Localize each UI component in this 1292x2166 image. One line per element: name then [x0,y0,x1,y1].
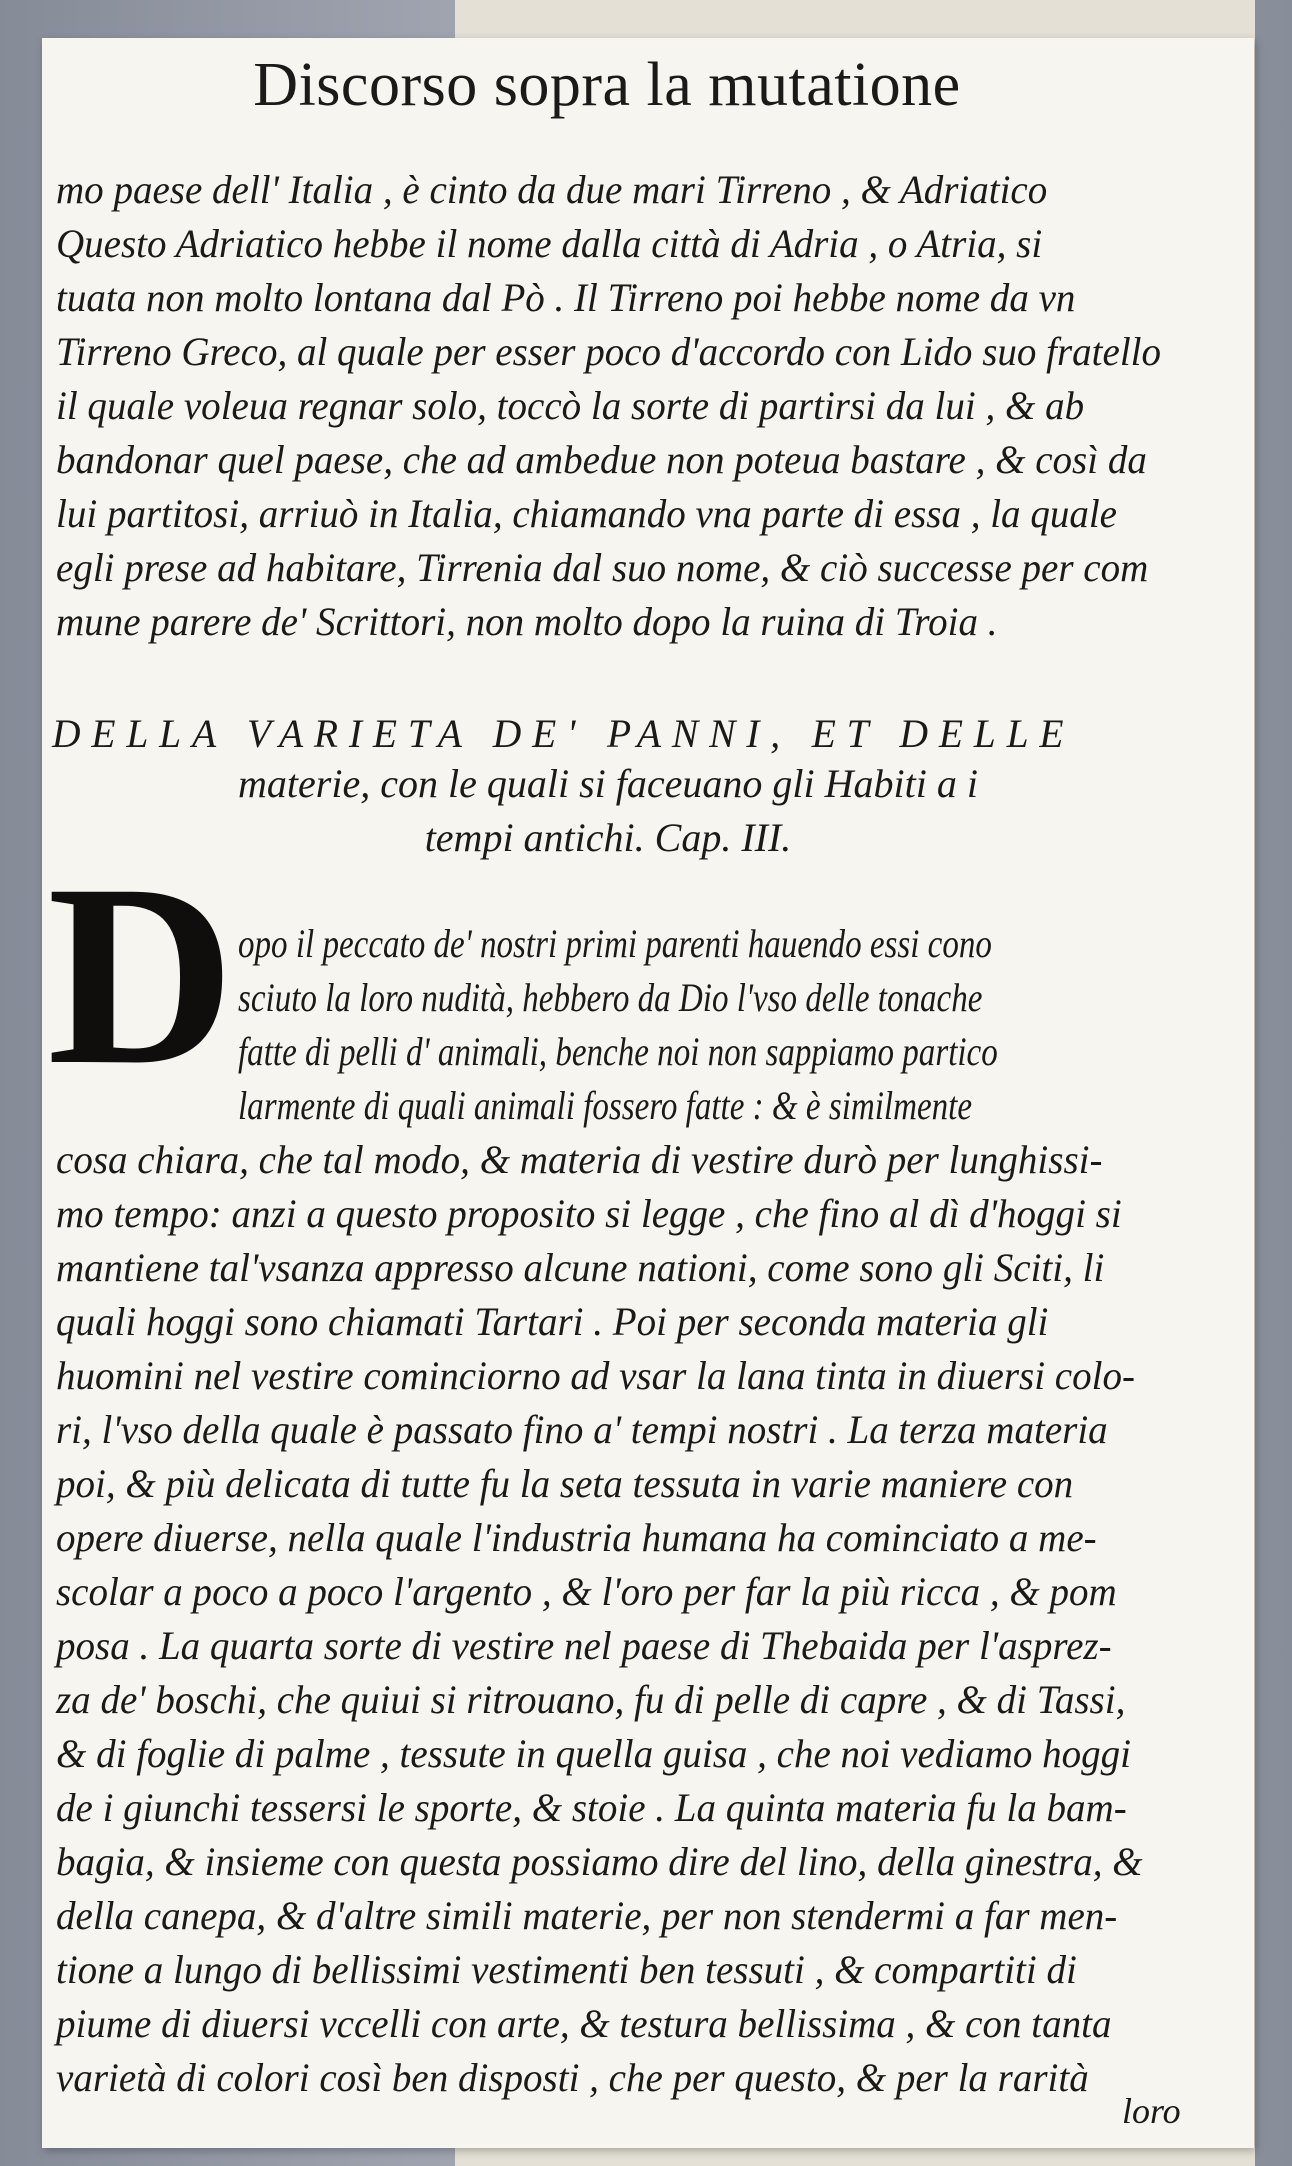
text-line: quali hoggi sono chiamati Tartari . Poi per seconda materia gli [56,1299,1049,1344]
text-line: della canepa, & d'altre simili materie, per non stendermi a far men- [56,1893,1118,1938]
text-line: bagia, & insieme con questa possiamo dire del lino, della ginestra, & [56,1839,1143,1884]
text-line: cosa chiara, che tal modo, & materia di vestire durò per lunghissi- [56,1137,1103,1182]
text-line: egli prese ad habitare, Tirrenia dal suo nome, & ciò successe per com [56,545,1149,590]
text-line: tione a lungo di bellissimi vestimenti ben tessuti , & compartiti di [56,1947,1077,1992]
text-line: mo paese dell' Italia , è cinto da due mari Tirreno , & Adriatico [56,167,1048,212]
text-line: za de' boschi, che quiui si ritrouano, fu di pelle di capre , & di Tassi, [56,1677,1126,1722]
text-line: fatte di pelli d' animali, benche noi non sappiamo partico [238,1029,998,1074]
running-head: Discorso sopra la mutatione [253,51,961,119]
text-line: sciuto la loro nudità, hebbero da Dio l'vso delle tonache [238,975,983,1020]
drop-cap: D [47,831,235,1119]
text-line: bandonar quel paese, che ad ambedue non poteua bastare , & così da [56,437,1147,482]
text-line: ri, l'vso della quale è passato fino a' tempi nostri . La terza materia [56,1407,1108,1452]
text-line: Questo Adriatico hebbe il nome dalla città di Adria , o Atria, si [56,221,1043,266]
text-line: & di foglie di palme , tessute in quella guisa , che noi vediamo hoggi [56,1731,1131,1776]
chapter-heading-line-1: DELLA VARIETA DE' PANNI, ET DELLE [52,711,1075,756]
chapter-heading-line-2: materie, con le quali si faceuano gli Habiti a i [238,761,978,806]
text-line: larmente di quali animali fossero fatte : & è similmente [238,1083,973,1128]
text-line: piume di diuersi vccelli con arte, & testura bellissima , & con tanta [56,2001,1112,2046]
text-line: de i giunchi tessersi le sporte, & stoie . La quinta materia fu la bam- [56,1785,1127,1830]
text-line: opere diuerse, nella quale l'industria humana ha cominciato a me- [56,1515,1097,1560]
text-line: opo il peccato de' nostri primi parenti hauendo essi cono [238,921,992,966]
chapter-heading-line-3: tempi antichi. Cap. III. [424,815,792,860]
text-line: Tirreno Greco, al quale per esser poco d'accordo con Lido suo fratello [56,329,1162,374]
text-line: mune parere de' Scrittori, non molto dopo la ruina di Troia . [56,599,998,644]
text-line: huomini nel vestire cominciorno ad vsar la lana tinta in diuersi colo- [56,1353,1135,1398]
text-line: posa . La quarta sorte di vestire nel paese di Thebaida per l'asprez- [56,1623,1112,1668]
text-line: tuata non molto lontana dal Pò . Il Tirreno poi hebbe nome da vn [56,275,1076,320]
text-line: il quale voleua regnar solo, toccò la sorte di partirsi da lui , & ab [56,383,1085,428]
text-line: mo tempo: anzi a questo proposito si legge , che fino al dì d'hoggi si [56,1191,1122,1236]
text-line: poi, & più delicata di tutte fu la seta tessuta in varie maniere con [56,1461,1074,1506]
book-page [42,38,1254,2148]
catchword: loro [1122,2091,1181,2131]
text-line: varietà di colori così ben disposti , che per questo, & per la rarità [56,2055,1089,2100]
text-line: lui partitosi, arriuò in Italia, chiamando vna parte di essa , la quale [56,491,1118,536]
text-line: scolar a poco a poco l'argento , & l'oro per far la più ricca , & pom [56,1569,1117,1614]
text-line: mantiene tal'vsanza appresso alcune nationi, come sono gli Sciti, li [56,1245,1105,1290]
